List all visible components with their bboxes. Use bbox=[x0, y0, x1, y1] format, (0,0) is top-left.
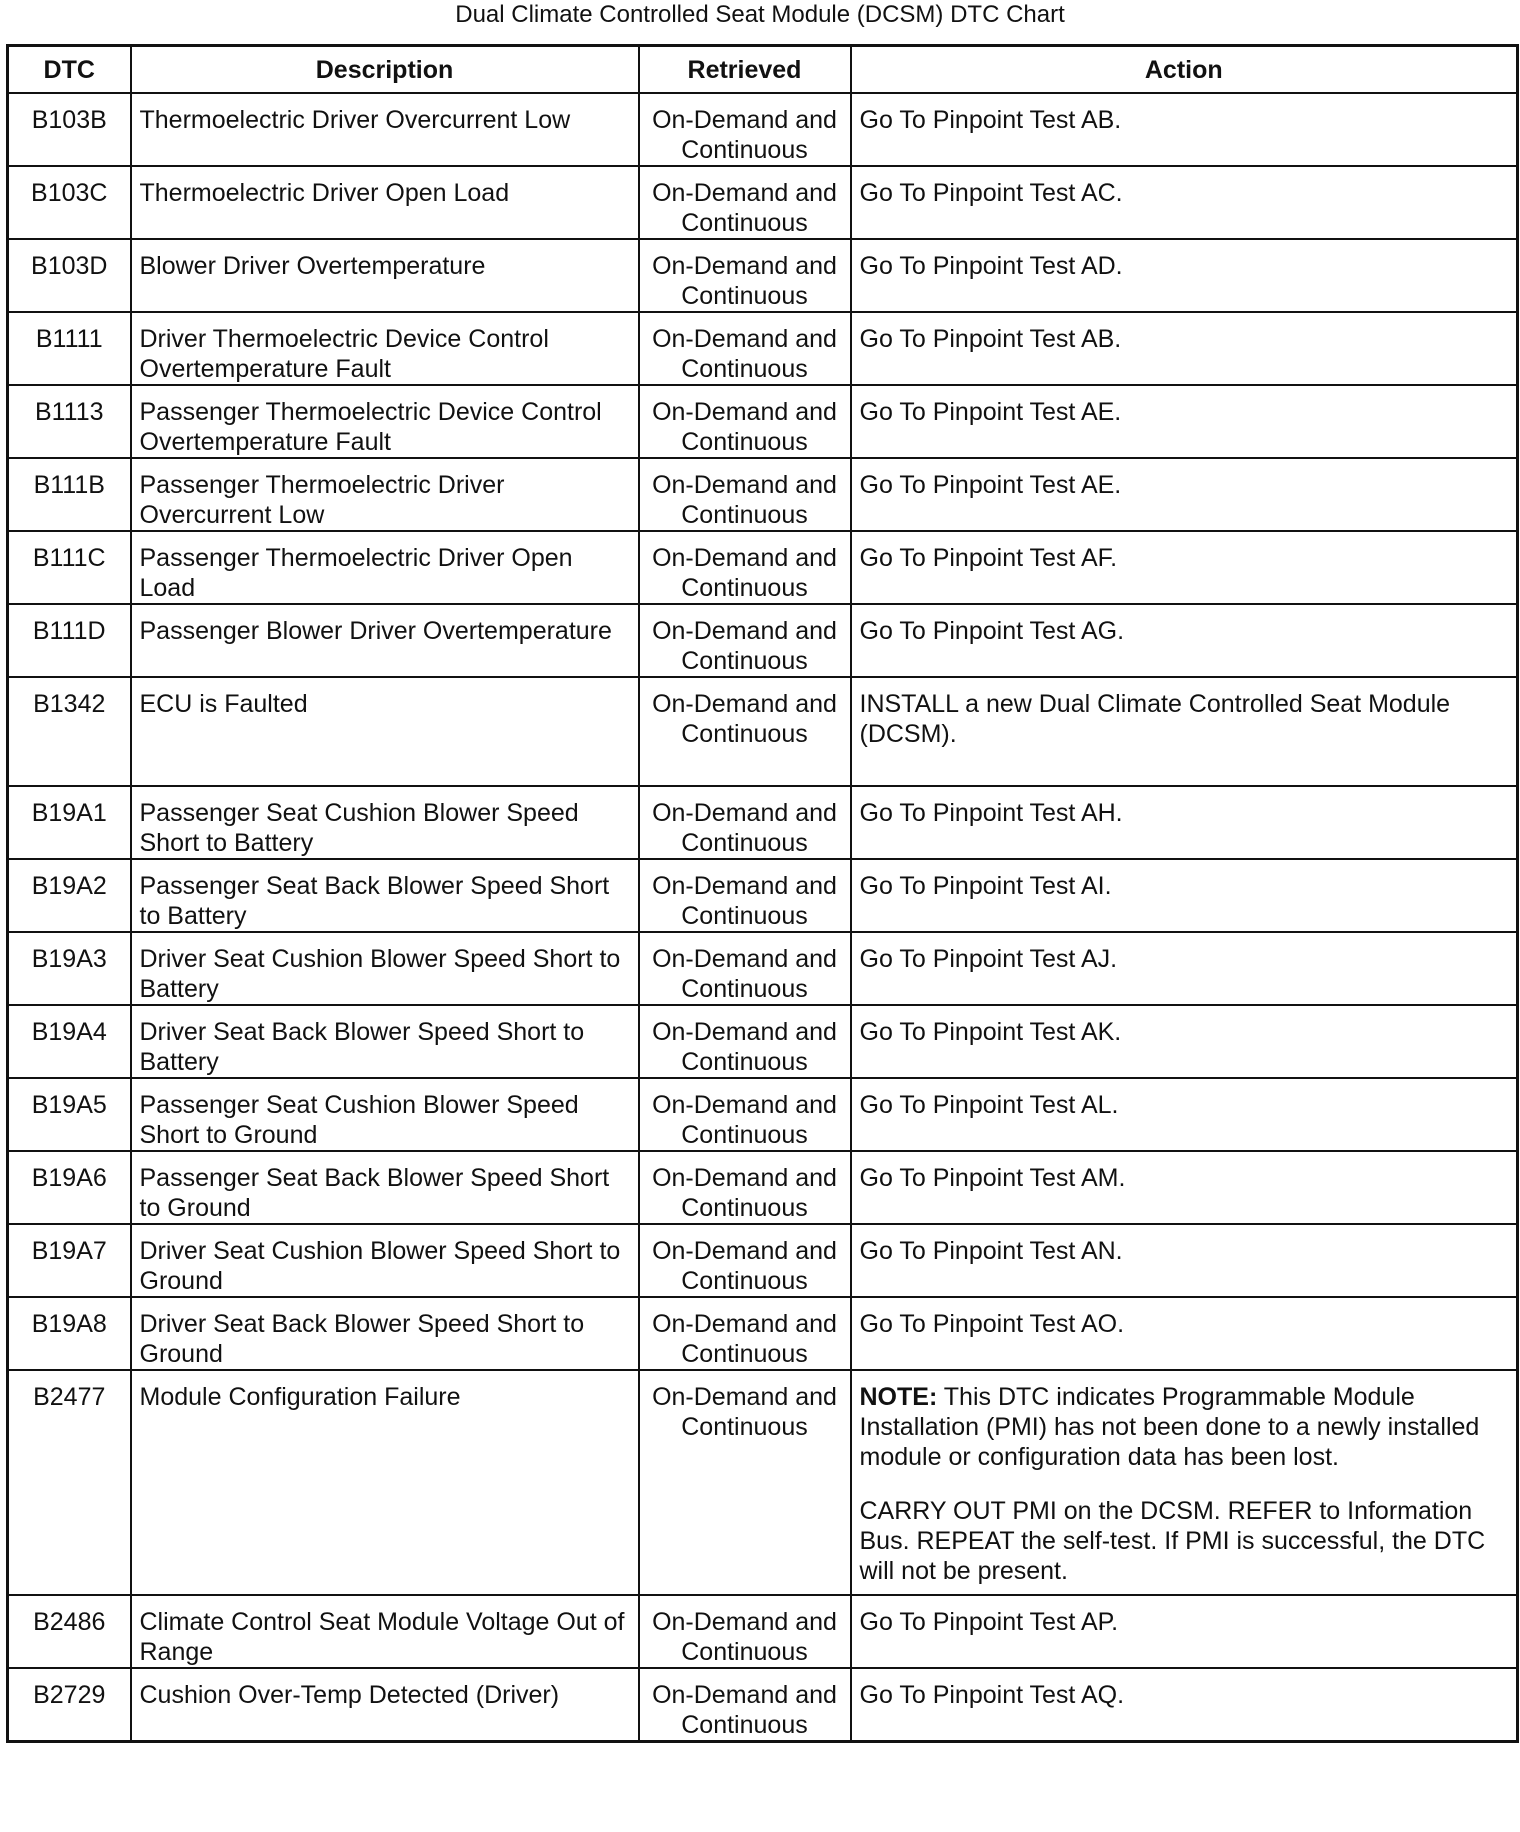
dtc-action: Go To Pinpoint Test AB. bbox=[851, 93, 1518, 166]
dtc-action: Go To Pinpoint Test AE. bbox=[851, 458, 1518, 531]
dtc-description: Passenger Thermoelectric Device Control Overtemperature Fault bbox=[131, 385, 639, 458]
dtc-description: ECU is Faulted bbox=[131, 677, 639, 786]
table-row bbox=[8, 1595, 1518, 1668]
dtc-action: INSTALL a new Dual Climate Controlled Seat Module (DCSM). bbox=[851, 677, 1518, 786]
dtc-retrieved: On-Demand and Continuous bbox=[639, 1005, 851, 1078]
table-row bbox=[8, 1151, 1518, 1224]
dtc-action: Go To Pinpoint Test AJ. bbox=[851, 932, 1518, 1005]
dtc-retrieved: On-Demand and Continuous bbox=[639, 1595, 851, 1668]
dtc-retrieved: On-Demand and Continuous bbox=[639, 312, 851, 385]
dtc-description: Driver Seat Cushion Blower Speed Short to Battery bbox=[131, 932, 639, 1005]
table-row bbox=[8, 1005, 1518, 1078]
dtc-description: Passenger Seat Back Blower Speed Short to Battery bbox=[131, 859, 639, 932]
table-row bbox=[8, 1224, 1518, 1297]
note-text: This DTC indicates Programmable Module Installation (PMI) has not been done to a newly installed module or configuration data has been lost. bbox=[859, 1383, 1480, 1471]
dtc-retrieved: On-Demand and Continuous bbox=[639, 859, 851, 932]
dtc-description: Driver Seat Back Blower Speed Short to Battery bbox=[131, 1005, 639, 1078]
page-title: Dual Climate Controlled Seat Module (DCSM) DTC Chart bbox=[455, 1, 1065, 28]
table-header-row bbox=[8, 46, 1518, 94]
dtc-code: B1111 bbox=[8, 312, 131, 385]
dtc-retrieved: On-Demand and Continuous bbox=[639, 1370, 851, 1595]
dtc-code: B2729 bbox=[8, 1668, 131, 1742]
dtc-description: Passenger Seat Cushion Blower Speed Short to Battery bbox=[131, 786, 639, 859]
dtc-code: B111B bbox=[8, 458, 131, 531]
table-row bbox=[8, 859, 1518, 932]
dtc-retrieved: On-Demand and Continuous bbox=[639, 93, 851, 166]
dtc-description: Thermoelectric Driver Overcurrent Low bbox=[131, 93, 639, 166]
dtc-action: Go To Pinpoint Test AG. bbox=[851, 604, 1518, 677]
table-row bbox=[8, 458, 1518, 531]
dtc-code: B111D bbox=[8, 604, 131, 677]
column-header-retrieved: Retrieved bbox=[639, 46, 851, 94]
dtc-retrieved: On-Demand and Continuous bbox=[639, 385, 851, 458]
dtc-retrieved: On-Demand and Continuous bbox=[639, 1151, 851, 1224]
dtc-action: Go To Pinpoint Test AE. bbox=[851, 385, 1518, 458]
dtc-retrieved: On-Demand and Continuous bbox=[639, 458, 851, 531]
dtc-code: B1342 bbox=[8, 677, 131, 786]
dtc-action: Go To Pinpoint Test AB. bbox=[851, 312, 1518, 385]
action-note bbox=[860, 1382, 1509, 1472]
dtc-retrieved: On-Demand and Continuous bbox=[639, 932, 851, 1005]
dtc-code: B103B bbox=[8, 93, 131, 166]
dtc-action: Go To Pinpoint Test AN. bbox=[851, 1224, 1518, 1297]
dtc-description: Blower Driver Overtemperature bbox=[131, 239, 639, 312]
dtc-action: Go To Pinpoint Test AD. bbox=[851, 239, 1518, 312]
dtc-action: Go To Pinpoint Test AH. bbox=[851, 786, 1518, 859]
dtc-action: Go To Pinpoint Test AP. bbox=[851, 1595, 1518, 1668]
dtc-action: Go To Pinpoint Test AQ. bbox=[851, 1668, 1518, 1742]
dtc-retrieved: On-Demand and Continuous bbox=[639, 1297, 851, 1370]
dtc-retrieved: On-Demand and Continuous bbox=[639, 677, 851, 786]
dtc-description: Passenger Thermoelectric Driver Open Load bbox=[131, 531, 639, 604]
dtc-code: B2477 bbox=[8, 1370, 131, 1595]
dtc-description: Climate Control Seat Module Voltage Out of Range bbox=[131, 1595, 639, 1668]
dtc-description: Driver Seat Back Blower Speed Short to Ground bbox=[131, 1297, 639, 1370]
dtc-action bbox=[851, 1370, 1518, 1595]
dtc-retrieved: On-Demand and Continuous bbox=[639, 239, 851, 312]
dtc-description: Thermoelectric Driver Open Load bbox=[131, 166, 639, 239]
table-row bbox=[8, 531, 1518, 604]
dtc-description: Passenger Thermoelectric Driver Overcurrent Low bbox=[131, 458, 639, 531]
dtc-code: B19A4 bbox=[8, 1005, 131, 1078]
dtc-code: B19A2 bbox=[8, 859, 131, 932]
column-header-action: Action bbox=[851, 46, 1518, 94]
dtc-code: B19A3 bbox=[8, 932, 131, 1005]
table-row bbox=[8, 1668, 1518, 1742]
table-row bbox=[8, 385, 1518, 458]
table-row bbox=[8, 1370, 1518, 1595]
dtc-action: Go To Pinpoint Test AC. bbox=[851, 166, 1518, 239]
dtc-retrieved: On-Demand and Continuous bbox=[639, 1668, 851, 1742]
dtc-code: B111C bbox=[8, 531, 131, 604]
dtc-code: B19A5 bbox=[8, 1078, 131, 1151]
dtc-code: B103C bbox=[8, 166, 131, 239]
dtc-retrieved: On-Demand and Continuous bbox=[639, 604, 851, 677]
dtc-action: Go To Pinpoint Test AK. bbox=[851, 1005, 1518, 1078]
table-row bbox=[8, 312, 1518, 385]
dtc-code: B103D bbox=[8, 239, 131, 312]
table-row bbox=[8, 932, 1518, 1005]
dtc-retrieved: On-Demand and Continuous bbox=[639, 786, 851, 859]
dtc-retrieved: On-Demand and Continuous bbox=[639, 166, 851, 239]
dtc-code: B19A1 bbox=[8, 786, 131, 859]
table-row bbox=[8, 1297, 1518, 1370]
dtc-description: Passenger Seat Back Blower Speed Short to Ground bbox=[131, 1151, 639, 1224]
column-header-description: Description bbox=[131, 46, 639, 94]
dtc-retrieved: On-Demand and Continuous bbox=[639, 1224, 851, 1297]
dtc-description: Passenger Blower Driver Overtemperature bbox=[131, 604, 639, 677]
dtc-action: Go To Pinpoint Test AO. bbox=[851, 1297, 1518, 1370]
dtc-retrieved: On-Demand and Continuous bbox=[639, 531, 851, 604]
dtc-code: B19A7 bbox=[8, 1224, 131, 1297]
column-header-dtc: DTC bbox=[8, 46, 131, 94]
table-row bbox=[8, 604, 1518, 677]
table-row bbox=[8, 166, 1518, 239]
dtc-code: B1113 bbox=[8, 385, 131, 458]
dtc-code: B19A8 bbox=[8, 1297, 131, 1370]
dtc-description: Module Configuration Failure bbox=[131, 1370, 639, 1595]
dtc-retrieved: On-Demand and Continuous bbox=[639, 1078, 851, 1151]
table-row bbox=[8, 1078, 1518, 1151]
table-row bbox=[8, 677, 1518, 786]
table-row bbox=[8, 786, 1518, 859]
dtc-action: Go To Pinpoint Test AF. bbox=[851, 531, 1518, 604]
table-row bbox=[8, 93, 1518, 166]
dtc-description: Driver Thermoelectric Device Control Overtemperature Fault bbox=[131, 312, 639, 385]
dtc-description: Driver Seat Cushion Blower Speed Short to Ground bbox=[131, 1224, 639, 1297]
dtc-description: Cushion Over-Temp Detected (Driver) bbox=[131, 1668, 639, 1742]
dtc-chart-table bbox=[6, 44, 1519, 1743]
dtc-description: Passenger Seat Cushion Blower Speed Short to Ground bbox=[131, 1078, 639, 1151]
dtc-code: B2486 bbox=[8, 1595, 131, 1668]
note-label: NOTE: bbox=[859, 1383, 938, 1411]
dtc-code: B19A6 bbox=[8, 1151, 131, 1224]
dtc-action: Go To Pinpoint Test AM. bbox=[851, 1151, 1518, 1224]
action-text: CARRY OUT PMI on the DCSM. REFER to Information Bus. REPEAT the self-test. If PMI is successful, the DTC will not be present. bbox=[859, 1497, 1486, 1585]
table-row bbox=[8, 239, 1518, 312]
dtc-action: Go To Pinpoint Test AI. bbox=[851, 859, 1518, 932]
dtc-action: Go To Pinpoint Test AL. bbox=[851, 1078, 1518, 1151]
